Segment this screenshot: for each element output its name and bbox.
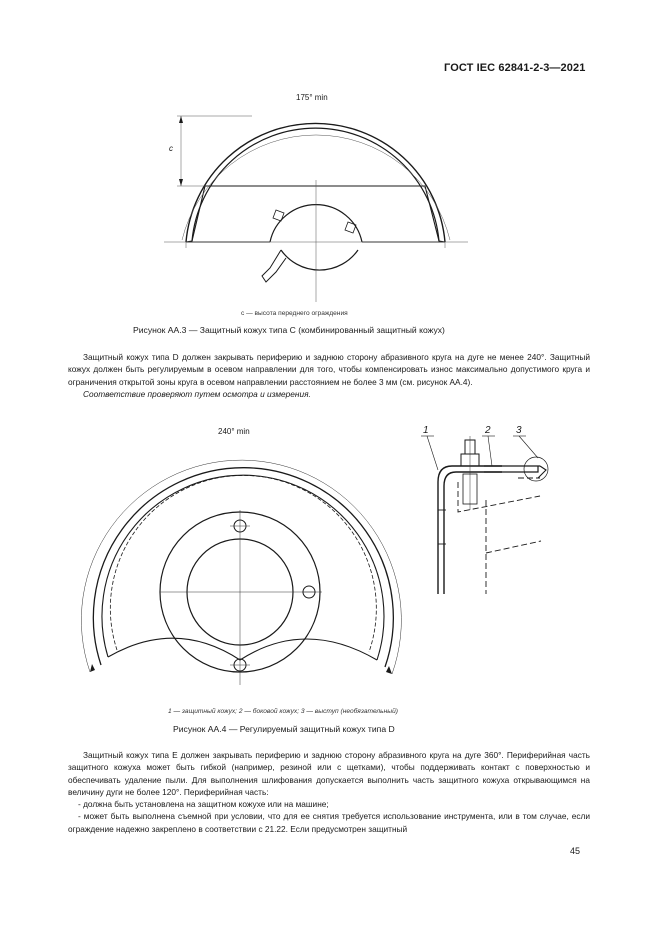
paragraph-type-e-intro: Защитный кожух типа E должен закрывать периферию и заднюю сторону абразивного круга на дуге 360°. Периферийная часть защитного кожуха может быть гибкой (например, резиной или с щетками), чтобы поддерживать контакт с поверхностью и обеспечивать удаление пыли. Для выполнения шлифования допускается выполнить часть защитного кожуха открывающимся на величину дуги не более 120°. Периферийная часть:: [68, 750, 590, 797]
page-number: 45: [570, 846, 581, 856]
paragraph-type-e-item: - может быть выполнена съемной при условии, что для ее снятия требуется использование инструмента, или в том случае, если ограждение надежно закреплено в соответствии с 21.22. Если предусмотрен защитный: [68, 811, 590, 834]
aa4-callout-1: 1: [423, 425, 429, 436]
aa3-dim-label: c: [169, 144, 173, 153]
paragraph-type-d-check: Соответствие проверяют путем осмотра и измерения.: [83, 388, 311, 399]
aa4-angle-label: 240° min: [218, 427, 250, 436]
aa3-angle-label: 175° min: [296, 93, 328, 102]
aa4-legend: 1 — защитный кожух; 2 — боковой кожух; 3 — выступ (необязательный): [168, 708, 398, 715]
standard-header: ГОСТ IEC 62841-2-3—2021: [444, 62, 586, 74]
aa3-legend: c — высота переднего ограждения: [241, 310, 348, 317]
aa3-caption: Рисунок АА.3 — Защитный кожух типа C (комбинированный защитный кожух): [133, 325, 445, 335]
paragraph-type-d-text: Защитный кожух типа D должен закрывать периферию и заднюю сторону абразивного круга на дуге не менее 240°. Защитный кожух должен быть регулируемым в осевом направлении для того, чтобы компенсировать износ максимально допустимого круга и ограничения открытой зоны круга в осевом направлении расстоянием не более 3 мм (см. рисунок АА.4).: [68, 352, 590, 387]
paragraph-type-d: [68, 351, 590, 400]
paragraph-type-e: [68, 749, 590, 835]
aa4-callout-2: 2: [485, 425, 491, 436]
aa4-callout-3: 3: [516, 425, 522, 436]
paragraph-type-e-item: - должна быть установлена на защитном кожухе или на машине;: [78, 799, 329, 810]
aa4-caption: Рисунок АА.4 — Регулируемый защитный кожух типа D: [173, 724, 395, 734]
